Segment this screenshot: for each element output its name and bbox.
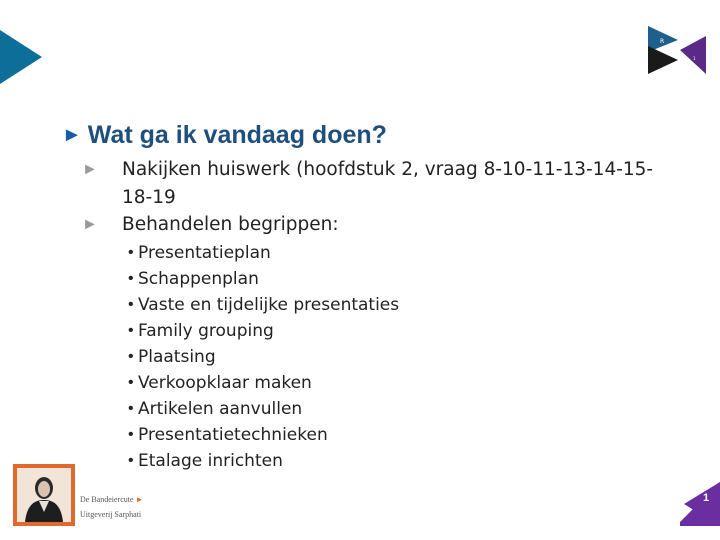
title-row — [62, 120, 387, 150]
bullet-dot: • — [128, 452, 134, 469]
bullet-homework-text: Nakijken huiswerk (hoofdstuk 2, vraag 8-10-11-13-14-15- — [122, 159, 654, 180]
list-item — [128, 396, 399, 422]
page-number: 1 — [702, 492, 710, 504]
list-item — [128, 318, 399, 344]
bullet-dot: • — [128, 270, 134, 287]
list-item-label: Verkoopklaar maken — [138, 373, 312, 393]
bullet-dot: • — [128, 296, 134, 313]
bullet-dot: • — [128, 426, 134, 443]
list-item-label: Presentatieplan — [138, 243, 271, 263]
list-item-label: Etalage inrichten — [138, 451, 283, 471]
publisher-name — [80, 495, 143, 504]
list-item — [128, 240, 399, 266]
list-item-label: Schappenplan — [138, 269, 259, 289]
list-item-label: Artikelen aanvullen — [138, 399, 303, 419]
bullet-homework-continuation: 18-19 — [122, 187, 176, 208]
bullet-homework — [80, 157, 653, 183]
bullet-arrow-icon: ► — [82, 216, 98, 233]
list-item — [128, 344, 399, 370]
list-item — [128, 448, 399, 474]
title-arrow-icon: ► — [62, 124, 82, 146]
bullet-arrow-icon: ► — [82, 161, 98, 178]
corner-logo-icon — [640, 26, 710, 78]
list-item-label: Vaste en tijdelijke presentaties — [138, 295, 400, 315]
bullet-concepts — [80, 212, 339, 238]
publisher-line1: De Bandeiercute — [80, 495, 134, 504]
list-item-label: Presentatietechnieken — [138, 425, 328, 445]
portrait-logo-icon — [13, 464, 75, 526]
list-item — [128, 292, 399, 318]
list-item — [128, 422, 399, 448]
bullet-dot: • — [128, 348, 134, 365]
list-item — [128, 266, 399, 292]
slide-title: Wat ga ik vandaag doen? — [87, 121, 387, 149]
corner-logo-letter-top: R — [660, 38, 665, 45]
bullet-dot: • — [128, 400, 134, 417]
corner-logo-letter-bottom: 1 — [693, 56, 696, 61]
list-item — [128, 370, 399, 396]
concepts-list — [128, 240, 399, 474]
triangle-decoration-icon — [0, 30, 42, 84]
publisher-arrow-icon: ► — [135, 495, 144, 504]
bullet-dot: • — [128, 374, 134, 391]
bullet-dot: • — [128, 322, 134, 339]
publisher-subname: Uitgeverij Sarphati — [80, 510, 142, 519]
bullet-dot: • — [128, 244, 134, 261]
bullet-concepts-text: Behandelen begrippen: — [122, 214, 339, 235]
list-item-label: Plaatsing — [138, 347, 216, 367]
page-corner-triangle-icon — [680, 482, 720, 526]
list-item-label: Family grouping — [138, 321, 274, 341]
